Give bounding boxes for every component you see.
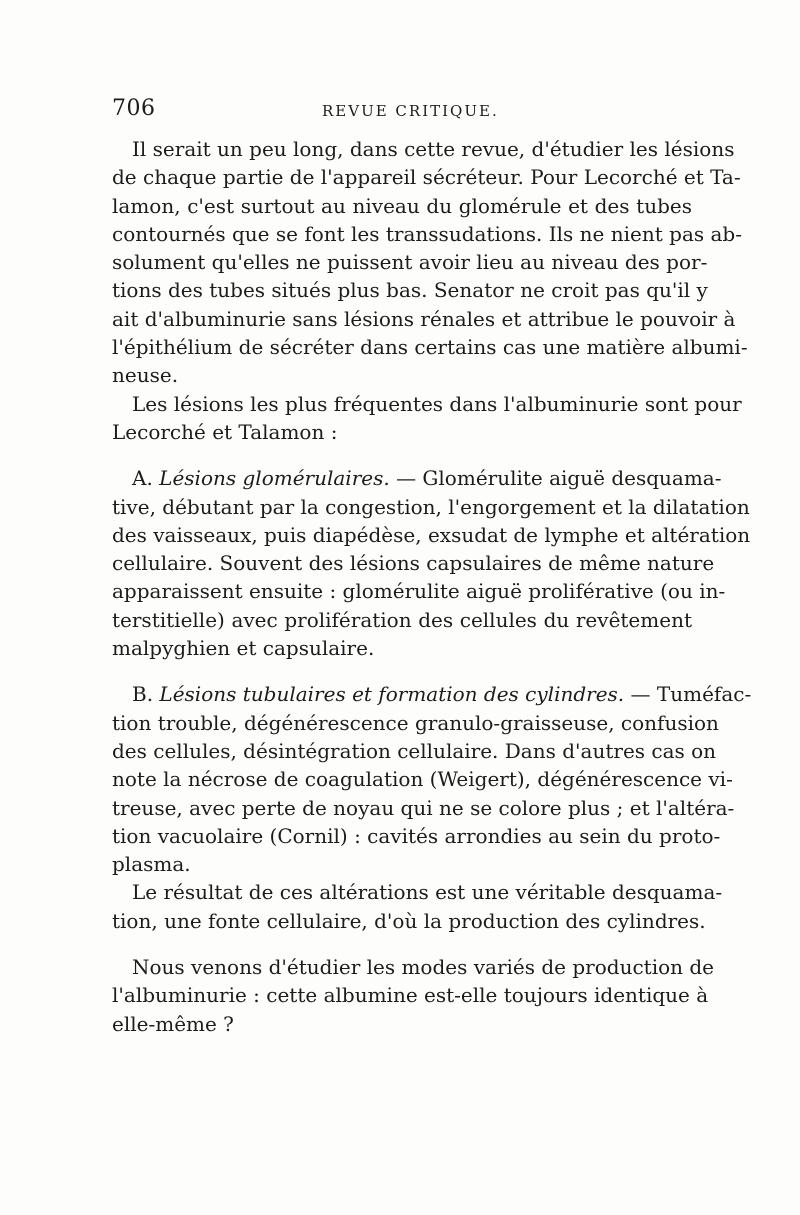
section-a-first-rest: — Glomérulite aiguë desquama- — [396, 466, 722, 491]
text-line: apparaissent ensuite : glomérulite aiguë proliférative (ou in- — [112, 579, 726, 604]
text-line: Le résultat de ces altérations est une véritable desquama- — [132, 880, 723, 905]
spacer — [112, 446, 692, 464]
text-line: Il serait un peu long, dans cette revue, d'étudier les lésions — [132, 137, 735, 161]
section-a-title: Lésions glomérulaires. — [159, 466, 390, 491]
section-a — [112, 464, 751, 662]
running-title: REVUE CRITIQUE. — [322, 102, 499, 120]
running-header — [112, 96, 692, 126]
text-line: Les lésions les plus fréquentes dans l'albuminurie sont pour — [132, 391, 742, 416]
section-a-letter: A. — [132, 466, 153, 491]
text-line: terstitielle) avec prolifération des cellules du revêtement — [112, 607, 692, 632]
spacer — [112, 662, 692, 680]
text-line: neuse. — [112, 363, 179, 388]
text-line: contournés que se font les transsudations. Ils ne nient pas ab- — [112, 221, 742, 246]
text-line: ait d'albuminurie sans lésions rénales et attribue le pouvoir à — [112, 306, 736, 331]
paragraph-4 — [112, 953, 715, 1038]
text-line: malpyghien et capsulaire. — [112, 636, 375, 661]
text-line: solument qu'elles ne puissent avoir lieu au niveau des por- — [112, 250, 708, 275]
paragraph-3 — [112, 878, 723, 935]
text-line: tions des tubes situés plus bas. Senator ne croit pas qu'il y — [112, 278, 708, 303]
paragraph-2 — [112, 390, 742, 447]
text-line: des vaisseaux, puis diapédèse, exsudat de lymphe et altération — [112, 522, 751, 547]
section-a-heading-line — [112, 464, 722, 492]
text-line: elle-même ? — [112, 1011, 234, 1036]
paragraph-1 — [112, 135, 748, 390]
text-line: cellulaire. Souvent des lésions capsulaires de même nature — [112, 551, 715, 576]
section-b-title: Lésions tubulaires et formation des cylindres. — [159, 682, 625, 707]
text-line: plasma. — [112, 852, 191, 877]
page-body — [112, 135, 752, 1038]
text-line: treuse, avec perte de noyau qui ne se colore plus ; et l'altéra- — [112, 795, 735, 820]
page-number: 706 — [112, 96, 156, 121]
text-line: lamon, c'est surtout au niveau du glomérule et des tubes — [112, 193, 692, 218]
section-b-first-rest: — Tuméfac- — [630, 682, 752, 707]
text-line: l'épithélium de sécréter dans certains cas une matière albumi- — [112, 335, 748, 360]
section-b — [112, 680, 752, 878]
text-line: tion, une fonte cellulaire, d'où la production des cylindres. — [112, 908, 706, 933]
spacer — [112, 935, 692, 953]
text-line: tive, débutant par la congestion, l'engorgement et la dilatation — [112, 494, 750, 519]
text-line: des cellules, désintégration cellulaire. Dans d'autres cas on — [112, 738, 717, 763]
text-line: l'albuminurie : cette albumine est-elle toujours identique à — [112, 983, 709, 1008]
text-line: Lecorché et Talamon : — [112, 419, 338, 444]
text-line: Nous venons d'étudier les modes variés de production de — [132, 955, 715, 980]
text-line: tion trouble, dégénérescence granulo-graisseuse, confusion — [112, 710, 719, 735]
text-line: tion vacuolaire (Cornil) : cavités arrondies au sein du proto- — [112, 823, 721, 848]
text-line: note la nécrose de coagulation (Weigert), dégénérescence vi- — [112, 767, 733, 792]
section-b-heading-line — [112, 680, 752, 708]
section-b-letter: B. — [132, 682, 154, 707]
text-line: de chaque partie de l'appareil sécréteur. Pour Lecorché et Ta- — [112, 165, 741, 190]
